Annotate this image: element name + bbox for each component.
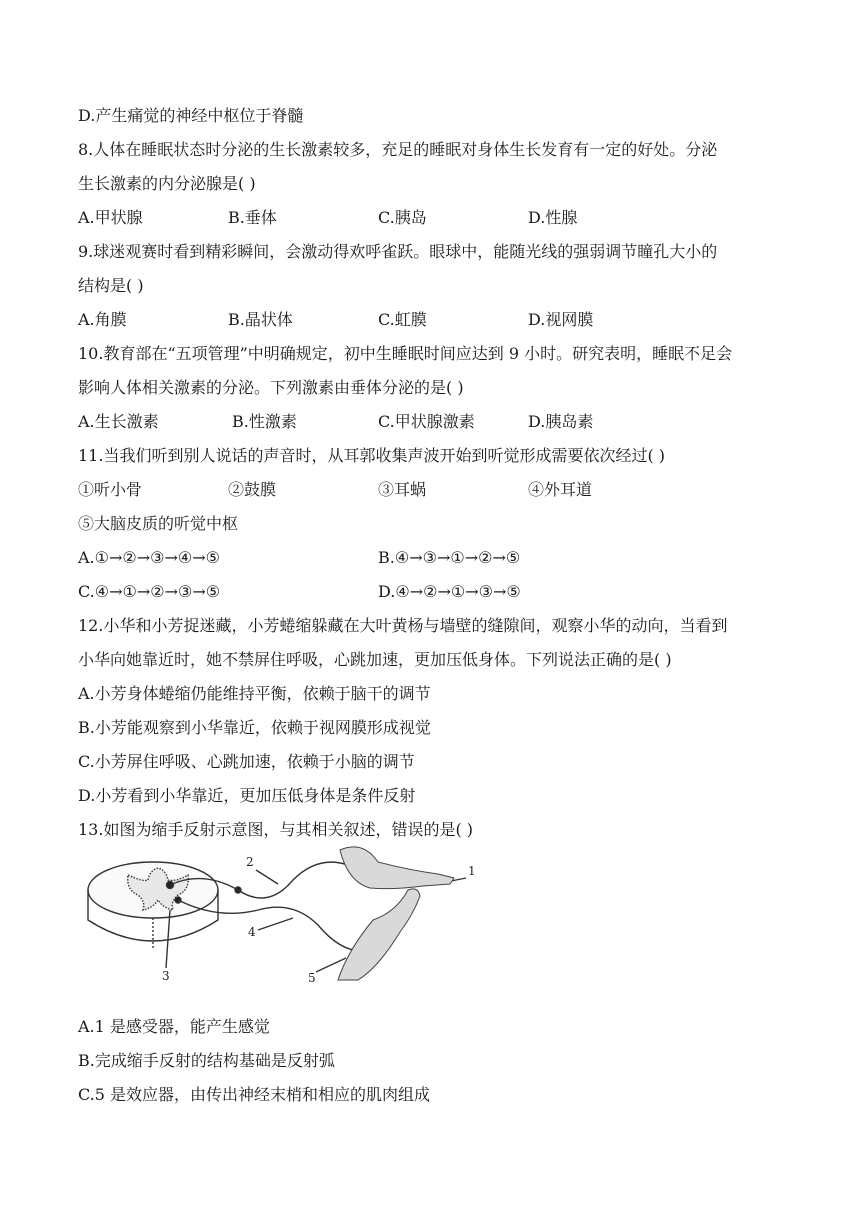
q9-option-c: C.虹膜 [378,310,427,329]
q11-item-2: ②鼓膜 [228,480,277,499]
q12-option-d: D.小芳看到小华靠近，更加压低身体是条件反射 [78,786,416,805]
q11-option-c: C.④→①→②→③→⑤ [78,582,221,601]
q10-option-d: D.胰岛素 [528,412,594,431]
q12-option-c: C.小芳屏住呼吸、心跳加速，依赖于小脑的调节 [78,752,415,771]
q12-option-a: A.小芳身体蜷缩仍能维持平衡，依赖于脑干的调节 [78,684,431,703]
q12-stem-line1: 12.小华和小芳捉迷藏，小芳蜷缩躲藏在大叶黄杨与墙壁的缝隙间，观察小华的动向，当看到 [78,616,728,635]
q11-item-5: ⑤大脑皮质的听觉中枢 [78,514,239,533]
q13-stem: 13.如图为缩手反射示意图，与其相关叙述，错误的是( ) [78,820,474,839]
q11-option-d: D.④→②→①→③→⑤ [378,582,521,601]
q13-option-a: A.1 是感受器，能产生感觉 [78,1017,270,1036]
q11-item-3: ③耳蜗 [378,480,427,499]
q8-option-d: D.性腺 [528,208,578,227]
q10-option-a: A.生长激素 [78,412,159,431]
q11-item-4: ④外耳道 [528,480,593,499]
figure-label-1: 1 [468,864,476,878]
q11-option-a: A.①→②→③→④→⑤ [78,548,220,567]
q10-stem-line1: 10.教育部在“五项管理”中明确规定，初中生睡眠时间应达到 9 小时。研究表明，睡眠不足会 [78,344,733,363]
q11-option-b: B.④→③→①→②→⑤ [378,548,521,567]
q9-stem-line2: 结构是( ) [78,276,144,295]
q12-option-b: B.小芳能观察到小华靠近，依赖于视网膜形成视觉 [78,718,431,737]
figure-label-4: 4 [248,925,256,939]
q11-stem: 11.当我们听到别人说话的声音时，从耳郭收集声波开始到听觉形成需要依次经过( ) [78,446,666,465]
figure-label-3: 3 [162,969,170,983]
q9-option-a: A.角膜 [78,310,127,329]
q9-option-d: D.视网膜 [528,310,594,329]
q8-stem-line2: 生长激素的内分泌腺是( ) [78,174,256,193]
figure-label-5: 5 [308,971,316,985]
q8-option-b: B.垂体 [228,208,277,227]
q10-stem-line2: 影响人体相关激素的分泌。下列激素由垂体分泌的是( ) [78,378,464,397]
q9-stem-line1: 9.球迷观赛时看到精彩瞬间，会激动得欢呼雀跃。眼球中，能随光线的强弱调节瞳孔大小的 [78,242,718,261]
q12-stem-line2: 小华向她靠近时，她不禁屏住呼吸，心跳加速，更加压低身体。下列说法正确的是( ) [78,650,672,669]
q8-stem-line1: 8.人体在睡眠状态时分泌的生长激素较多，充足的睡眠对身体生长发育有一定的好处。分泌 [78,140,718,159]
q10-option-b: B.性激素 [232,412,297,431]
q8-option-c: C.胰岛 [378,208,427,227]
q9-option-b: B.晶状体 [228,310,293,329]
figure-label-2: 2 [246,855,254,869]
q13-option-c: C.5 是效应器，由传出神经末梢和相应的肌肉组成 [78,1085,431,1104]
q8-option-a: A.甲状腺 [78,208,143,227]
q7-option-d: D.产生痛觉的神经中枢位于脊髓 [78,106,304,125]
q11-item-1: ①听小骨 [78,480,143,499]
reflex-arc-figure [78,840,478,1000]
q13-option-b: B.完成缩手反射的结构基础是反射弧 [78,1051,335,1070]
q10-option-c: C.甲状腺激素 [378,412,475,431]
